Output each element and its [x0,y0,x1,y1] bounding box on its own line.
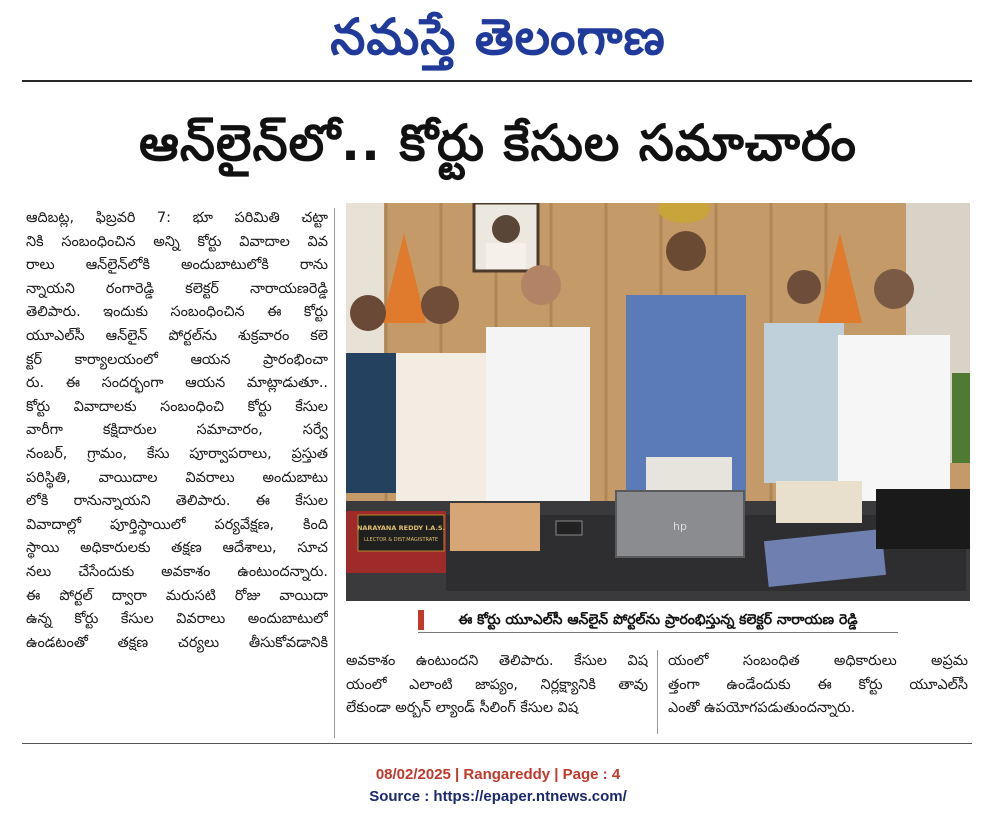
article-line: ఉన్న కోర్టు కేసుల వివరాలు అందుబాటులో [26,611,328,628]
caption-underline [418,632,898,633]
article-line: పరిస్థితి, వాయిదాల వివరాలు అందుబాటు [26,469,328,486]
article-line: వారీగా కక్షిదారుల సమాచారం, సర్వే [26,422,328,439]
article-line: నికి సంబంధించిన అన్ని కోర్టు వివాదాల వివ [26,233,328,250]
article-line: ఉండటంతో తక్షణ చర్యలు తీసుకోవడానికి [26,634,328,651]
article-line: నంబర్, గ్రామం, కేసు పూర్వాపరాలు, ప్రస్తుత [26,445,328,462]
article-line: లోకి రానున్నాయని తెలిపారు. ఈ కేసుల [26,493,328,510]
source-line: Source : https://epaper.ntnews.com/ [369,788,627,805]
caption-marker [418,610,424,630]
article-line: ఈ పోర్టల్ ద్వారా మరుసటి రోజు వాయిదా [26,587,328,604]
article-line: వివాదాల్లో పూర్తిస్థాయిలో పర్యవేక్షణ, కింది [26,516,328,533]
bottom-rule [22,743,972,744]
article-line: ఆదిబట్ల, ఫిబ్రవరి 7: భూ పరిమితి చట్టా [26,210,328,226]
article-line: లేకుండా అర్బన్ ల్యాండ్ సీలింగ్ కేసుల విష [346,700,579,717]
article-line: యంలో ఎలాంటి జాప్యం, నిర్లక్ష్యానికి తావు [346,676,648,693]
article-line: యంలో సంబంధిత అధికారులు అప్రమ [668,653,968,669]
nameplate-name: NARAYANA REDDY I.A.S. [356,524,446,532]
headline: ఆన్‌లైన్‌లో.. కోర్టు కేసుల సమాచారం [139,114,857,172]
article-line: కోర్టు వివాదాలకు సంబంధించి కోర్టు కేసుల [26,398,328,415]
article-line: రు. ఈ సందర్భంగా ఆయన మాట్లాడుతూ.. [26,375,328,392]
article-line: అవకాశం ఉంటుందని తెలిపారు. కేసుల విష [346,653,648,669]
photo-caption: ఈ కోర్టు యూఎల్‌సీ ఆన్‌లైన్ పోర్టల్‌ను ప్రారంభిస్తున్న కలెక్టర్ నారాయణ రెడ్డి [458,612,858,628]
masthead-rule [22,80,972,82]
article-column-3 [668,650,968,721]
article-column-1 [26,207,328,655]
column-divider [334,208,335,738]
article-line: నలు చేసేందుకు అవకాశం ఉంటుందన్నారు. [26,563,328,580]
article-line: క్టర్ కార్యాలయంలో ఆయన ప్రారంభించా [26,351,328,368]
article-line: న్నాయని రంగారెడ్డి కలెక్టర్ నారాయణరెడ్డి [26,280,328,297]
edition-info: 08/02/2025 | Rangareddy | Page : 4 [375,766,621,783]
laptop-logo: hp [673,520,687,533]
article-line: తెలిపారు. ఇందుకు సంబంధించిన ఈ కోర్టు [26,304,328,321]
article-line: ఎంతో ఉపయోగపడుతుందన్నారు. [668,700,856,717]
article-column-2 [346,650,648,721]
article-photo [346,203,970,601]
article-line: త్తంగా ఉండేందుకు ఈ కోర్టు యూఎల్‌సీ [668,676,968,693]
nameplate-title: LLECTOR & DIST.MAGISTRATE [363,537,439,543]
masthead-title: నమస్తే తెలంగాణ [330,8,666,66]
article-line: రాలు ఆన్‌లైన్‌లోకి అందుబాటులోకి రాను [26,257,328,274]
column-divider [657,650,658,734]
photo-caption-box [346,607,970,633]
article-line: యూఎల్‌సీ ఆన్‌లైన్ పోర్టల్‌ను శుక్రవారం కలె [26,327,328,344]
article-line: స్థాయి అధికారులకు తక్షణ ఆదేశాలు, సూచ [26,540,328,557]
